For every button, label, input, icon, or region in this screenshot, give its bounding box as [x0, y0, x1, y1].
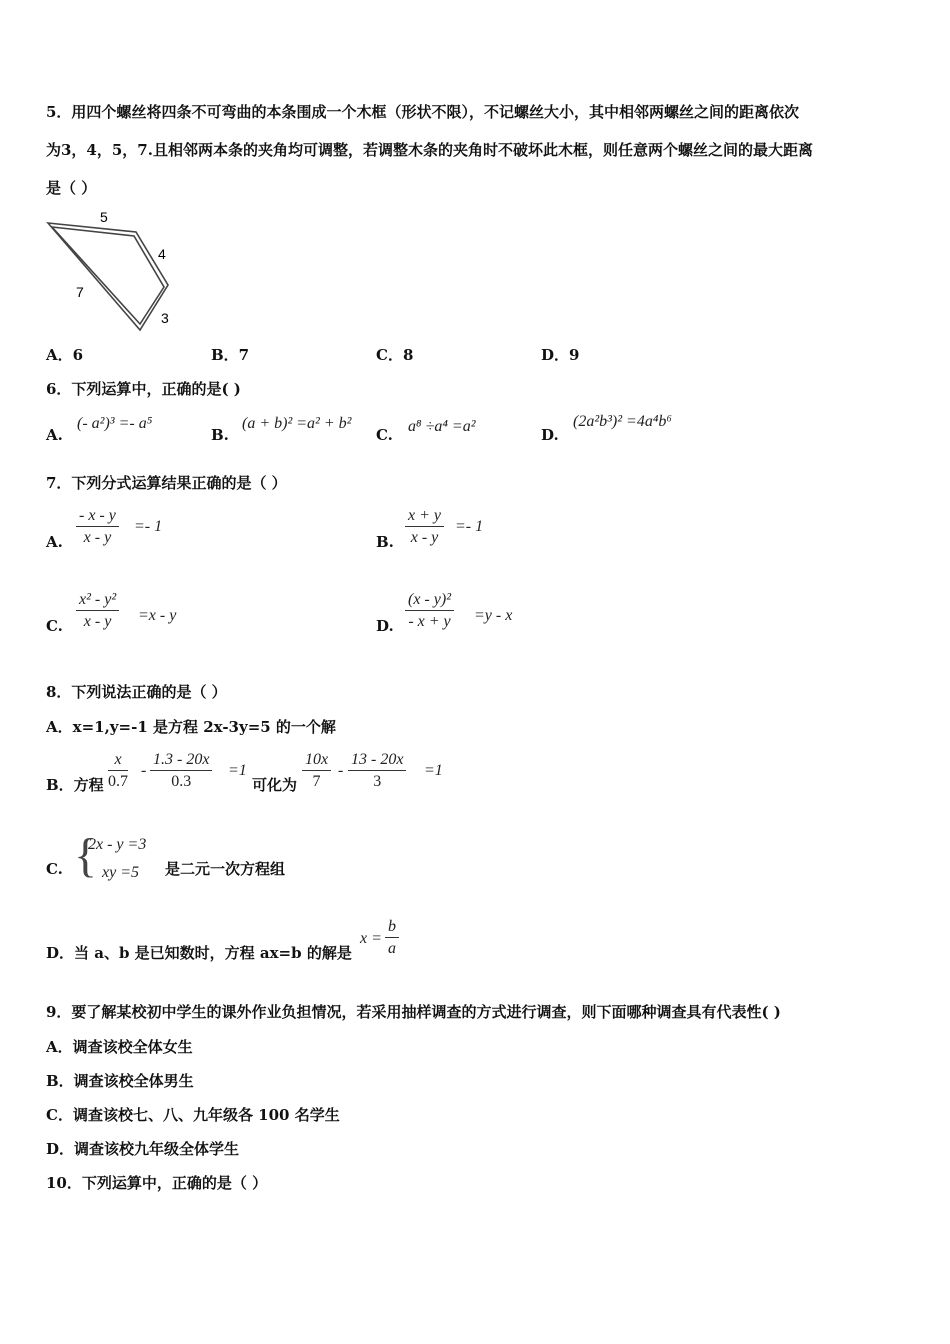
- q7-den-c: x - y: [83, 613, 112, 630]
- q8-option-d-text: D．当 a、b 是已知数时，方程 ax=b 的解是: [46, 944, 352, 962]
- q6-expr-a: (- a²)³ =- a⁵: [77, 415, 153, 432]
- q8-b-frac-1-den: 0.7: [108, 773, 128, 790]
- q7-label-b: B.: [376, 533, 394, 551]
- q6-expr-c: a⁸ ÷a⁴ =a²: [408, 418, 476, 435]
- q5-option-b: B．7: [211, 346, 250, 364]
- q7-label-d: D.: [376, 617, 394, 635]
- q7-frac-a: [76, 506, 119, 549]
- q8-option-c-text: 是二元一次方程组: [165, 860, 286, 878]
- q8-option-a: A．x=1,y=-1 是方程 2x-3y=5 的一个解: [46, 718, 336, 736]
- q8-d-lhs: x =: [360, 930, 382, 947]
- q6-label-c: C.: [376, 426, 393, 444]
- wooden-frame-figure: [40, 205, 190, 335]
- q8-b-frac-2-den: 0.3: [171, 773, 192, 790]
- q6-expr-b: (a + b)² =a² + b²: [242, 415, 352, 432]
- q9-stem: 9．要了解某校初中学生的课外作业负担情况，若采用抽样调查的方式进行调查，则下面哪种调查具有代表性( ): [46, 1003, 781, 1021]
- q8-c-eq-2: xy =5: [102, 864, 139, 881]
- q9-option-c: C．调查该校七、八、九年级各 100 名学生: [46, 1106, 340, 1124]
- q8-option-b-mid: 可化为: [252, 776, 298, 794]
- frame-label-7: 7: [76, 284, 84, 300]
- q8-b-minus-2: -: [338, 762, 344, 779]
- q9-option-d: D．调查该校九年级全体学生: [46, 1140, 240, 1158]
- frame-label-4: 4: [158, 246, 166, 262]
- q5-option-c: C．8: [376, 346, 414, 364]
- q7-label-c: C.: [46, 617, 63, 635]
- q7-den-a: x - y: [83, 529, 112, 546]
- q5-option-a: A．6: [46, 346, 84, 364]
- q7-num-b: x + y: [405, 506, 444, 527]
- q6-label-a: A.: [46, 426, 63, 444]
- q5-option-d: D．9: [541, 346, 580, 364]
- q7-rhs-c: =x - y: [138, 607, 177, 624]
- q7-num-a: - x - y: [76, 506, 119, 527]
- q6-stem: 6．下列运算中，正确的是( ): [46, 380, 241, 398]
- q9-option-a: A．调查该校全体女生: [46, 1038, 193, 1056]
- frame-label-3: 3: [161, 310, 169, 326]
- q8-b-frac-1: [108, 750, 128, 793]
- q8-c-brace: {: [74, 829, 98, 882]
- q8-b-frac-4-num: 13 - 20x: [348, 750, 406, 771]
- q8-d-num: b: [385, 917, 399, 938]
- q7-frac-c: [76, 590, 119, 633]
- q7-num-d: (x - y)²: [405, 590, 454, 611]
- q8-b-frac-2-num: 1.3 - 20x: [150, 750, 212, 771]
- q6-label-b: B.: [211, 426, 229, 444]
- q8-option-b-label: B．方程: [46, 776, 104, 794]
- q8-b-eq-2: =1: [424, 762, 443, 779]
- q9-option-b: B．调查该校全体男生: [46, 1072, 194, 1090]
- q8-b-frac-1-num: x: [108, 750, 128, 771]
- q8-b-minus-1: -: [141, 762, 147, 779]
- frame-outer: [48, 223, 168, 330]
- q6-label-d: D.: [541, 426, 559, 444]
- q8-b-frac-4: [348, 750, 406, 793]
- q7-rhs-a: =- 1: [134, 518, 163, 535]
- q7-den-d: - x + y: [408, 613, 451, 630]
- q8-c-eq-1: 2x - y =3: [88, 836, 147, 853]
- q7-frac-d: [405, 590, 454, 633]
- frame-inner: [52, 227, 164, 324]
- q8-d-den: a: [388, 940, 396, 957]
- q5-stem-line1: 5．用四个螺丝将四条不可弯曲的本条围成一个木框（形状不限），不记螺丝大小，其中相邻两螺丝之间的距离依次: [46, 103, 799, 121]
- q7-frac-b: [405, 506, 444, 549]
- q7-num-c: x² - y²: [76, 590, 119, 611]
- q5-stem-line3: 是（ ）: [46, 179, 97, 197]
- q8-d-frac: [385, 917, 399, 960]
- q7-stem: 7．下列分式运算结果正确的是（ ）: [46, 474, 287, 492]
- q8-b-frac-2: [150, 750, 212, 793]
- q7-label-a: A.: [46, 533, 63, 551]
- q8-b-frac-3-den: 7: [312, 773, 321, 790]
- q7-rhs-d: =y - x: [474, 607, 513, 624]
- q8-b-frac-3: [302, 750, 331, 793]
- q6-expr-d: (2a²b³)² =4a⁴b⁶: [573, 413, 672, 430]
- q5-stem-line2: 为3，4，5，7.且相邻两本条的夹角均可调整，若调整木条的夹角时不破坏此木框，则任意两个螺丝之间的最大距离: [46, 141, 813, 159]
- q8-option-c-label: C.: [46, 860, 63, 878]
- q8-b-frac-3-num: 10x: [302, 750, 331, 771]
- q8-b-eq-1: =1: [228, 762, 247, 779]
- q10-stem: 10．下列运算中，正确的是（ ）: [46, 1174, 268, 1192]
- q8-b-frac-4-den: 3: [373, 773, 382, 790]
- q8-stem: 8．下列说法正确的是（ ）: [46, 683, 227, 701]
- frame-label-5: 5: [100, 209, 108, 225]
- q7-rhs-b: =- 1: [455, 518, 484, 535]
- q7-den-b: x - y: [410, 529, 439, 546]
